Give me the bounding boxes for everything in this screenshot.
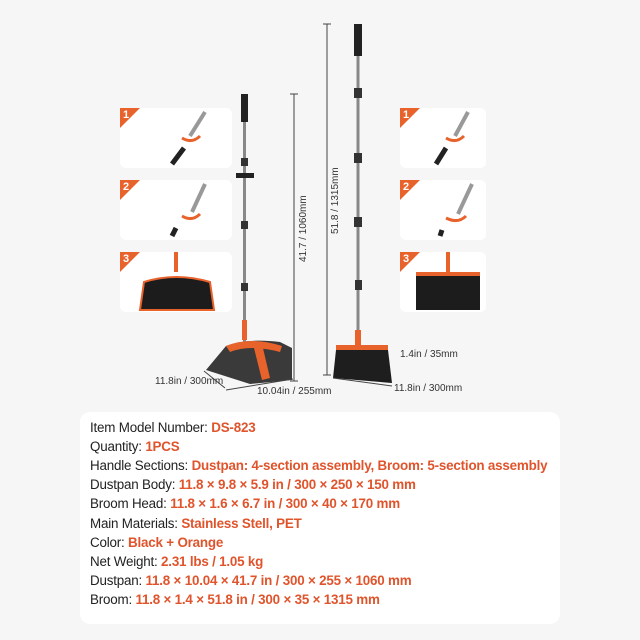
dustpan-depth-label: 10.04in / 255mm: [257, 386, 332, 397]
broom-height-label: 51.8 / 1315mm: [330, 167, 341, 234]
step-number: 1: [123, 109, 130, 121]
spec-broom-head: Broom Head: 11.8 × 1.6 × 6.7 in / 300 × 40 × 170 mm: [90, 496, 400, 511]
broom-width-label: 11.8in / 300mm: [394, 383, 463, 394]
step-number: 2: [403, 181, 410, 193]
specifications-card: [80, 412, 560, 624]
dustpan-width-label: 11.8in / 300mm: [155, 376, 224, 387]
step-number: 3: [123, 253, 130, 265]
spec-main-materials: Main Materials: Stainless Stell, PET: [90, 516, 302, 531]
spec-dustpan-body: Dustpan Body: 11.8 × 9.8 × 5.9 in / 300 × 250 × 150 mm: [90, 477, 416, 492]
spec-model-number: Item Model Number: DS-823: [90, 420, 256, 435]
dustpan-height-label: 41.7 / 1060mm: [298, 195, 309, 262]
step-number: 2: [123, 181, 130, 193]
spec-broom-size: Broom: 11.8 × 1.4 × 51.8 in / 300 × 35 × 1315 mm: [90, 592, 380, 607]
spec-quantity: Quantity: 1PCS: [90, 439, 180, 454]
spec-net-weight: Net Weight: 2.31 lbs / 1.05 kg: [90, 554, 264, 569]
step-number: 1: [403, 109, 410, 121]
spec-color: Color: Black + Orange: [90, 535, 224, 550]
broom-thickness-label: 1.4in / 35mm: [400, 349, 458, 360]
step-number: 3: [403, 253, 410, 265]
spec-handle-sections: Handle Sections: Dustpan: 4-section assembly, Broom: 5-section assembly: [90, 458, 548, 473]
spec-dustpan-size: Dustpan: 11.8 × 10.04 × 41.7 in / 300 × 255 × 1060 mm: [90, 573, 412, 588]
